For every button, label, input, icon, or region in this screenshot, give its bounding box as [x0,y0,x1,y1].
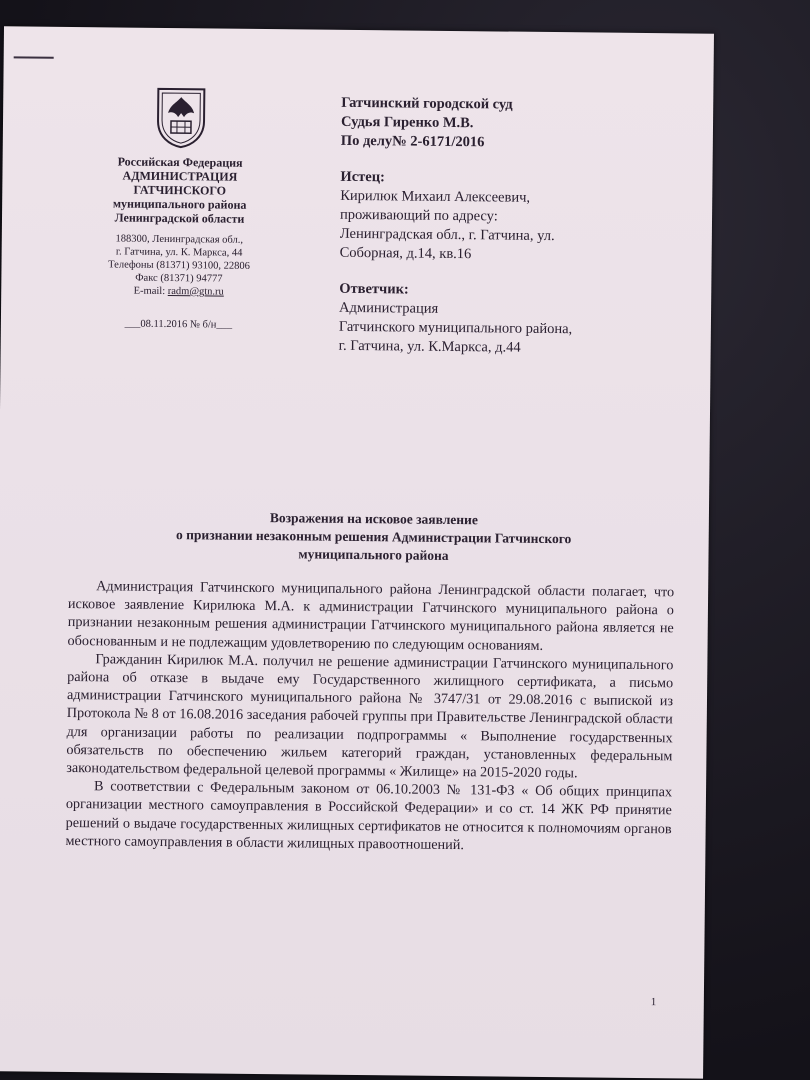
plaintiff-line: Ленинградская обл., г. Гатчина, ул. [339,225,555,245]
page-number: 1 [650,996,657,1009]
plaintiff-line: Кирилюк Михаил Алексеевич, [340,187,531,206]
plaintiff-label: Истец: [340,168,386,186]
email-link[interactable]: radm@gtn.ru [167,286,224,298]
case-line: По делу№ 2-6171/2016 [340,132,485,151]
sender-block [71,82,289,333]
org-line: ГАТЧИНСКОГО [133,182,227,198]
title-line: Возражения на исковое заявление [269,510,478,528]
paragraph: Администрация Гатчинского муниципального района Ленинградской области полагает, что исковое заявление Кирилюка М.А. к администрации Гатчинского муниципального района о признании незаконным решения администрации Гатчинского муниципального района является не обоснованным и не подлежащим удовлетворению по следующим основаниям. [67,578,675,654]
addressee-block [339,94,682,360]
paragraph: В соответствии с Федеральным законом от 06.10.2003 № 131-ФЗ « Об общих принципах организации местного самоуправления в Российской Федерации» и со ст. 14 ЖК РФ принятие решений о выдаче государственных жилищных сертификатов не относится к полномочиям органов местного самоуправления в области жилищных правоотношений. [65,778,673,853]
document-page [0,26,714,1078]
defendant-line: г. Гатчина, ул. К.Маркса, д.44 [338,337,521,356]
court-line: Гатчинский городской суд [341,94,513,113]
pen-mark [14,56,54,58]
org-line: Ленинградской области [114,210,245,226]
org-line: АДМИНИСТРАЦИЯ [122,168,238,184]
org-line: муниципального района [112,196,247,212]
document-title [68,507,679,567]
address-line: 188300, Ленинградская обл., [115,233,244,246]
phone-line: Телефоны (81371) 93100, 22806 [108,259,250,272]
plaintiff-line: Соборная, д.14, кв.16 [339,244,472,263]
document-body [65,577,674,856]
defendant-line: Администрация [339,299,439,317]
org-line: Российская Федерация [117,154,243,170]
judge-line: Судья Гиренко М.В. [340,113,474,132]
defendant-label: Ответчик: [339,280,409,298]
title-line: муниципального района [298,546,449,563]
coat-of-arms-icon [151,83,210,150]
plaintiff-line: проживающий по адресу: [339,206,498,225]
defendant-line: Гатчинского муниципального района, [338,318,573,338]
fax-line: Факс (81371) 94777 [135,272,223,285]
date-number-line: ___08.11.2016 № б/н___ [124,318,233,331]
address-line: г. Гатчина, ул. К. Маркса, 44 [115,246,243,259]
title-line: о признании незаконным решения Администрации Гатчинского [175,527,572,547]
paragraph: Гражданин Кирилюк М.А. получил не решение администрации Гатчинского муниципального района об отказе в выдаче ему Государственного жилищного сертификата, а письмо администрации Гатчинского муниципального района № 3747/31 от 29.08.2016 с выпиской из Протокола № 8 от 16.08.2016 заседания рабочей группы при Правительстве Ленинградской области для организации работы по реализации подпрограммы « Выполнение государственных обязательств по обеспечению жильем категорий граждан, установленных федеральным законодательством федеральной целевой программы « Жилище» на 2015-2020 годы. [66,651,674,782]
email-line: E-mail: radm@gtn.ru [133,285,224,298]
